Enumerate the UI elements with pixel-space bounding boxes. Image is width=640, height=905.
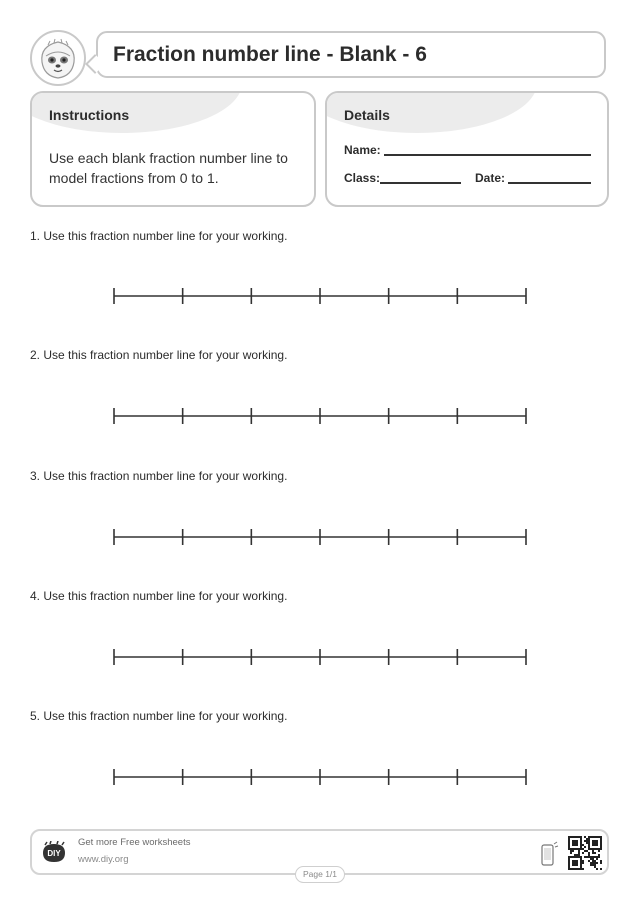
question-5-text: 5. Use this fraction number line for your working. bbox=[30, 709, 288, 723]
date-label: Date: bbox=[475, 171, 506, 185]
instructions-card bbox=[30, 91, 316, 207]
instructions-text: Use each blank fraction number line to model fractions from 0 to 1. bbox=[49, 150, 288, 186]
date-field[interactable] bbox=[508, 182, 591, 184]
number-line-1 bbox=[114, 288, 526, 304]
instructions-heading: Instructions bbox=[49, 107, 130, 123]
class-field[interactable] bbox=[380, 182, 461, 184]
speech-tail bbox=[85, 54, 105, 74]
details-heading: Details bbox=[344, 107, 390, 123]
qr-code-icon[interactable] bbox=[568, 836, 602, 870]
sloth-mascot-icon bbox=[32, 32, 84, 84]
question-3-text: 3. Use this fraction number line for your working. bbox=[30, 469, 288, 483]
page-indicator: Page 1/1 bbox=[295, 866, 345, 883]
svg-text:DIY: DIY bbox=[47, 849, 61, 858]
question-2-text: 2. Use this fraction number line for your working. bbox=[30, 348, 288, 362]
title-box bbox=[96, 31, 606, 78]
question-1-text: 1. Use this fraction number line for your working. bbox=[30, 229, 288, 243]
phone-icon bbox=[541, 841, 559, 867]
mascot-avatar bbox=[30, 30, 86, 86]
class-label: Class: bbox=[344, 171, 381, 185]
page-title: Fraction number line - Blank - 6 bbox=[113, 43, 427, 66]
question-4-text: 4. Use this fraction number line for your working. bbox=[30, 589, 288, 603]
name-label: Name: bbox=[344, 143, 381, 157]
footer-promo-text: Get more Free worksheets bbox=[78, 837, 191, 848]
name-field[interactable] bbox=[384, 154, 591, 156]
number-line-4 bbox=[114, 649, 526, 665]
number-line-2 bbox=[114, 408, 526, 424]
diy-logo-icon bbox=[41, 841, 67, 865]
footer-url[interactable]: www.diy.org bbox=[78, 854, 129, 865]
number-line-3 bbox=[114, 529, 526, 545]
number-line-5 bbox=[114, 769, 526, 785]
details-card bbox=[325, 91, 609, 207]
